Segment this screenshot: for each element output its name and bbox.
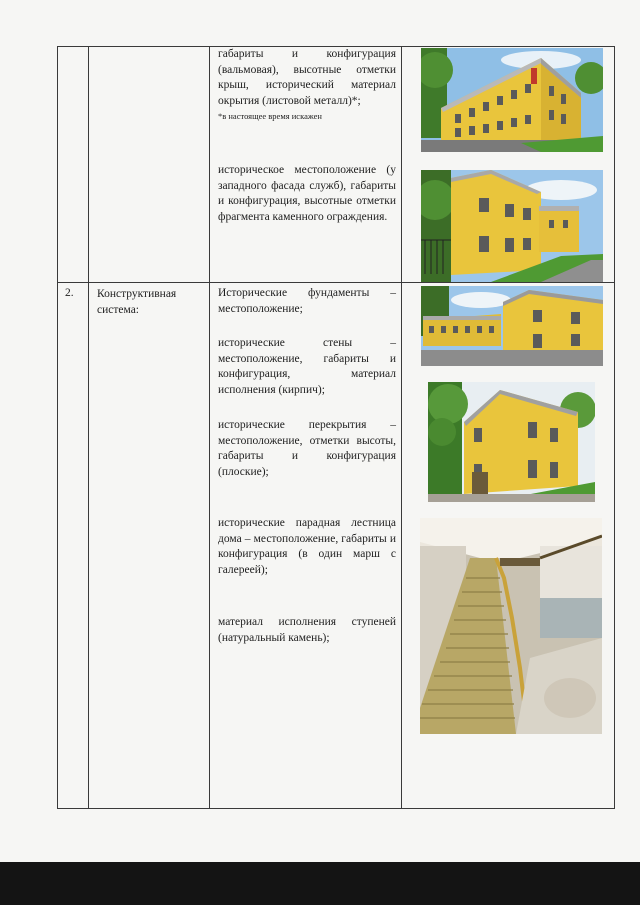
roof-text: габариты и конфигурация (вальмовая), высотные отметки крыш, исторический материал окрытия (листовой металл)*; bbox=[218, 48, 396, 107]
roof-footnote: *в настоящее время искажен bbox=[218, 111, 322, 121]
col-border-right bbox=[614, 46, 615, 809]
steps-text: материал исполнения ступеней (натуральный камень); bbox=[218, 616, 396, 644]
col-border-number bbox=[88, 46, 89, 809]
photo-interior-staircase bbox=[420, 518, 602, 734]
row-number: 2. bbox=[65, 287, 74, 299]
photo-courtyard bbox=[421, 286, 603, 366]
foundations-text: Исторические фундаменты – местоположение; bbox=[218, 287, 396, 315]
row-label: Конструктивная система: bbox=[97, 288, 177, 316]
steps-description bbox=[218, 615, 396, 646]
staircase-text: исторические парадная лестница дома – местоположение, габариты и конфигурация (в один марш с галереей); bbox=[218, 517, 396, 576]
staircase-description bbox=[218, 516, 396, 578]
fence-description bbox=[218, 163, 396, 225]
scan-bottom-edge bbox=[0, 862, 640, 905]
col-border-text bbox=[401, 46, 402, 809]
col-border-left bbox=[57, 46, 58, 809]
walls-description bbox=[218, 336, 396, 398]
floors-text: исторические перекрытия – местоположение, отметки высоты, габариты и конфигурация (плоские); bbox=[218, 419, 396, 478]
photo-building-fence bbox=[421, 170, 603, 282]
col-border-label bbox=[209, 46, 210, 809]
floors-description bbox=[218, 418, 396, 480]
fence-text: историческое местоположение (у западного фасада служб), габариты и конфигурация, высотные отметки фрагмента каменного ограждения. bbox=[218, 164, 396, 223]
photo-building-facade bbox=[421, 48, 603, 152]
foundations-description bbox=[218, 286, 396, 317]
photo-side-facade bbox=[428, 382, 595, 502]
row-divider bbox=[57, 282, 614, 283]
table-bottom-border bbox=[57, 808, 614, 809]
walls-text: исторические стены – местоположение, габариты и конфигурация, материал исполнения (кирпич); bbox=[218, 337, 396, 396]
roof-description bbox=[218, 47, 396, 122]
